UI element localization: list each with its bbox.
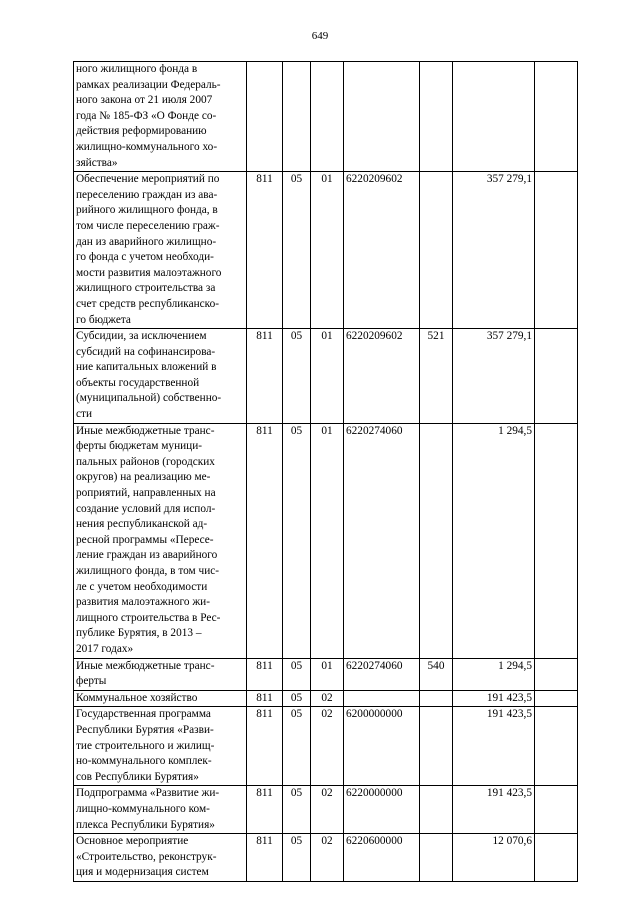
- table-row: [74, 834, 578, 882]
- subsection-code-cell: 02: [311, 786, 344, 834]
- item-name-line: субсидий на софинансирова-: [76, 345, 216, 358]
- expense-type-cell: [420, 423, 453, 658]
- item-name-line: ние капитальных вложений в: [76, 361, 217, 374]
- extra-column-cell: [535, 786, 578, 834]
- amount-cell: 191 423,5: [453, 707, 535, 786]
- item-name-line: жилищно-коммунального хо-: [76, 140, 218, 153]
- item-name-line: Республики Бурятия «Разви-: [76, 723, 214, 736]
- ministry-code-cell: 811: [247, 423, 283, 658]
- target-article-cell: 6220600000: [344, 834, 420, 882]
- ministry-code-cell: 811: [247, 329, 283, 424]
- target-article-cell: 6220209602: [344, 329, 420, 424]
- item-name-line: жилищного фонда, в том чис-: [76, 565, 220, 577]
- subsection-code-cell: 02: [311, 834, 344, 882]
- target-article-cell: 6220209602: [344, 172, 420, 329]
- item-name-line: Подпрограмма «Развитие жи-: [76, 787, 220, 800]
- item-name-line: дан из аварийного жилищно-: [76, 235, 217, 248]
- table-row: [74, 707, 578, 786]
- subsection-code-cell: 01: [311, 658, 344, 690]
- amount-cell: 191 423,5: [453, 690, 535, 707]
- amount-cell: 191 423,5: [453, 786, 535, 834]
- subsection-code-cell: 01: [311, 172, 344, 329]
- item-name-line: роприятий, направленных на: [76, 487, 216, 500]
- extra-column-cell: [535, 62, 578, 172]
- extra-column-cell: [535, 658, 578, 690]
- item-name-line: Субсидии, за исключением: [76, 330, 207, 343]
- amount-cell: 1 294,5: [453, 658, 535, 690]
- item-name-line: «Строительство, реконструк-: [76, 850, 217, 863]
- item-name-cell: [74, 707, 247, 786]
- extra-column-cell: [535, 423, 578, 658]
- extra-column-cell: [535, 329, 578, 424]
- amount-cell: 1 294,5: [453, 423, 535, 658]
- item-name-line: ферты бюджетам муници-: [76, 440, 203, 453]
- subsection-code-cell: 01: [311, 423, 344, 658]
- ministry-code-cell: 811: [247, 707, 283, 786]
- item-name-line: действия реформированию: [76, 125, 207, 138]
- item-name-line: Основное мероприятие: [76, 835, 189, 848]
- table-row: [74, 658, 578, 690]
- item-name-line: мости развития малоэтажного: [76, 266, 222, 279]
- amount-cell: 12 070,6: [453, 834, 535, 882]
- subsection-code-cell: [311, 62, 344, 172]
- table-row: [74, 172, 578, 329]
- amount-cell: [453, 62, 535, 172]
- expense-type-cell: [420, 690, 453, 707]
- expense-type-cell: [420, 786, 453, 834]
- item-name-line: том числе переселению граж-: [76, 219, 220, 232]
- target-article-cell: 6220274060: [344, 658, 420, 690]
- item-name-line: Обеспечение мероприятий по: [76, 173, 220, 186]
- section-code-cell: 05: [283, 172, 311, 329]
- target-article-cell: 6220274060: [344, 423, 420, 658]
- item-name-line: года № 185-ФЗ «О Фонде со-: [76, 109, 217, 122]
- item-name-line: зяйства»: [76, 156, 118, 169]
- ministry-code-cell: 811: [247, 786, 283, 834]
- item-name-line: создание условий для испол-: [76, 502, 216, 515]
- item-name-line: рамках реализации Федераль-: [76, 78, 221, 91]
- item-name-cell: [74, 690, 247, 707]
- item-name-line: пальных районов (городских: [76, 455, 215, 468]
- expense-type-cell: [420, 62, 453, 172]
- item-name-line: ция и модернизация систем: [76, 866, 209, 879]
- ministry-code-cell: [247, 62, 283, 172]
- subsection-code-cell: 02: [311, 690, 344, 707]
- item-name-line: Иные межбюджетные транс-: [76, 424, 215, 437]
- target-article-cell: [344, 62, 420, 172]
- section-code-cell: [283, 62, 311, 172]
- item-name-line: лищно-коммунального ком-: [76, 802, 210, 815]
- item-name-line: лищного строительства в Рес-: [76, 611, 221, 624]
- item-name-cell: [74, 62, 247, 172]
- expense-type-cell: 521: [420, 329, 453, 424]
- item-name-line: ление граждан из аварийного: [76, 549, 218, 562]
- item-name-line: нения республиканской ад-: [76, 518, 208, 531]
- subsection-code-cell: 01: [311, 329, 344, 424]
- extra-column-cell: [535, 172, 578, 329]
- item-name-line: Иные межбюджетные транс-: [76, 659, 215, 672]
- item-name-line: переселению граждан из ава-: [76, 188, 218, 201]
- page-number: 649: [311, 30, 329, 42]
- subsection-code-cell: 02: [311, 707, 344, 786]
- item-name-line: округов) на реализацию ме-: [76, 471, 211, 484]
- item-name-line: ферты: [76, 675, 107, 688]
- item-name-cell: [74, 172, 247, 329]
- item-name-line: но-коммунального комплек-: [76, 755, 212, 768]
- expense-type-cell: 540: [420, 658, 453, 690]
- item-name-line: рийного жилищного фонда, в: [76, 204, 218, 217]
- table-row: [74, 423, 578, 658]
- ministry-code-cell: 811: [247, 690, 283, 707]
- extra-column-cell: [535, 707, 578, 786]
- item-name-cell: [74, 658, 247, 690]
- item-name-line: Коммунальное хозяйство: [76, 691, 198, 704]
- item-name-line: развития малоэтажного жи-: [76, 596, 210, 609]
- section-code-cell: 05: [283, 707, 311, 786]
- table-row: [74, 786, 578, 834]
- item-name-line: публике Бурятия, в 2013 –: [76, 627, 202, 640]
- section-code-cell: 05: [283, 329, 311, 424]
- target-article-cell: 6200000000: [344, 707, 420, 786]
- item-name-line: объекты государственной: [76, 376, 200, 389]
- extra-column-cell: [535, 690, 578, 707]
- item-name-line: плекса Республики Бурятия»: [76, 818, 215, 831]
- expense-type-cell: [420, 172, 453, 329]
- item-name-line: 2017 годах»: [76, 642, 134, 655]
- target-article-cell: [344, 690, 420, 707]
- expense-type-cell: [420, 707, 453, 786]
- item-name-line: го бюджета: [76, 313, 131, 326]
- item-name-cell: [74, 786, 247, 834]
- table-row: [74, 690, 578, 707]
- amount-cell: 357 279,1: [453, 172, 535, 329]
- target-article-cell: 6220000000: [344, 786, 420, 834]
- budget-table: [73, 61, 578, 882]
- table-row: [74, 329, 578, 424]
- section-code-cell: 05: [283, 690, 311, 707]
- item-name-cell: [74, 329, 247, 424]
- section-code-cell: 05: [283, 658, 311, 690]
- ministry-code-cell: 811: [247, 834, 283, 882]
- item-name-line: ного закона от 21 июля 2007: [76, 94, 213, 107]
- amount-cell: 357 279,1: [453, 329, 535, 424]
- section-code-cell: 05: [283, 786, 311, 834]
- extra-column-cell: [535, 834, 578, 882]
- item-name-line: сти: [76, 408, 92, 421]
- item-name-cell: [74, 423, 247, 658]
- item-name-line: жилищного строительства за: [76, 282, 216, 295]
- item-name-line: го фонда с учетом необходи-: [76, 251, 214, 264]
- table-row: [74, 62, 578, 172]
- section-code-cell: 05: [283, 423, 311, 658]
- section-code-cell: 05: [283, 834, 311, 882]
- item-name-line: ресной программы «Пересе-: [76, 533, 214, 546]
- ministry-code-cell: 811: [247, 658, 283, 690]
- item-name-line: Государственная программа: [76, 708, 211, 721]
- item-name-line: ного жилищного фонда в: [76, 63, 198, 75]
- item-name-line: сов Республики Бурятия»: [76, 770, 199, 783]
- item-name-cell: [74, 834, 247, 882]
- item-name-line: (муниципальной) собственно-: [76, 392, 222, 405]
- item-name-line: ле с учетом необходимости: [76, 580, 208, 593]
- item-name-line: счет средств республиканско-: [76, 297, 219, 310]
- expense-type-cell: [420, 834, 453, 882]
- ministry-code-cell: 811: [247, 172, 283, 329]
- item-name-line: тие строительного и жилищ-: [76, 739, 215, 752]
